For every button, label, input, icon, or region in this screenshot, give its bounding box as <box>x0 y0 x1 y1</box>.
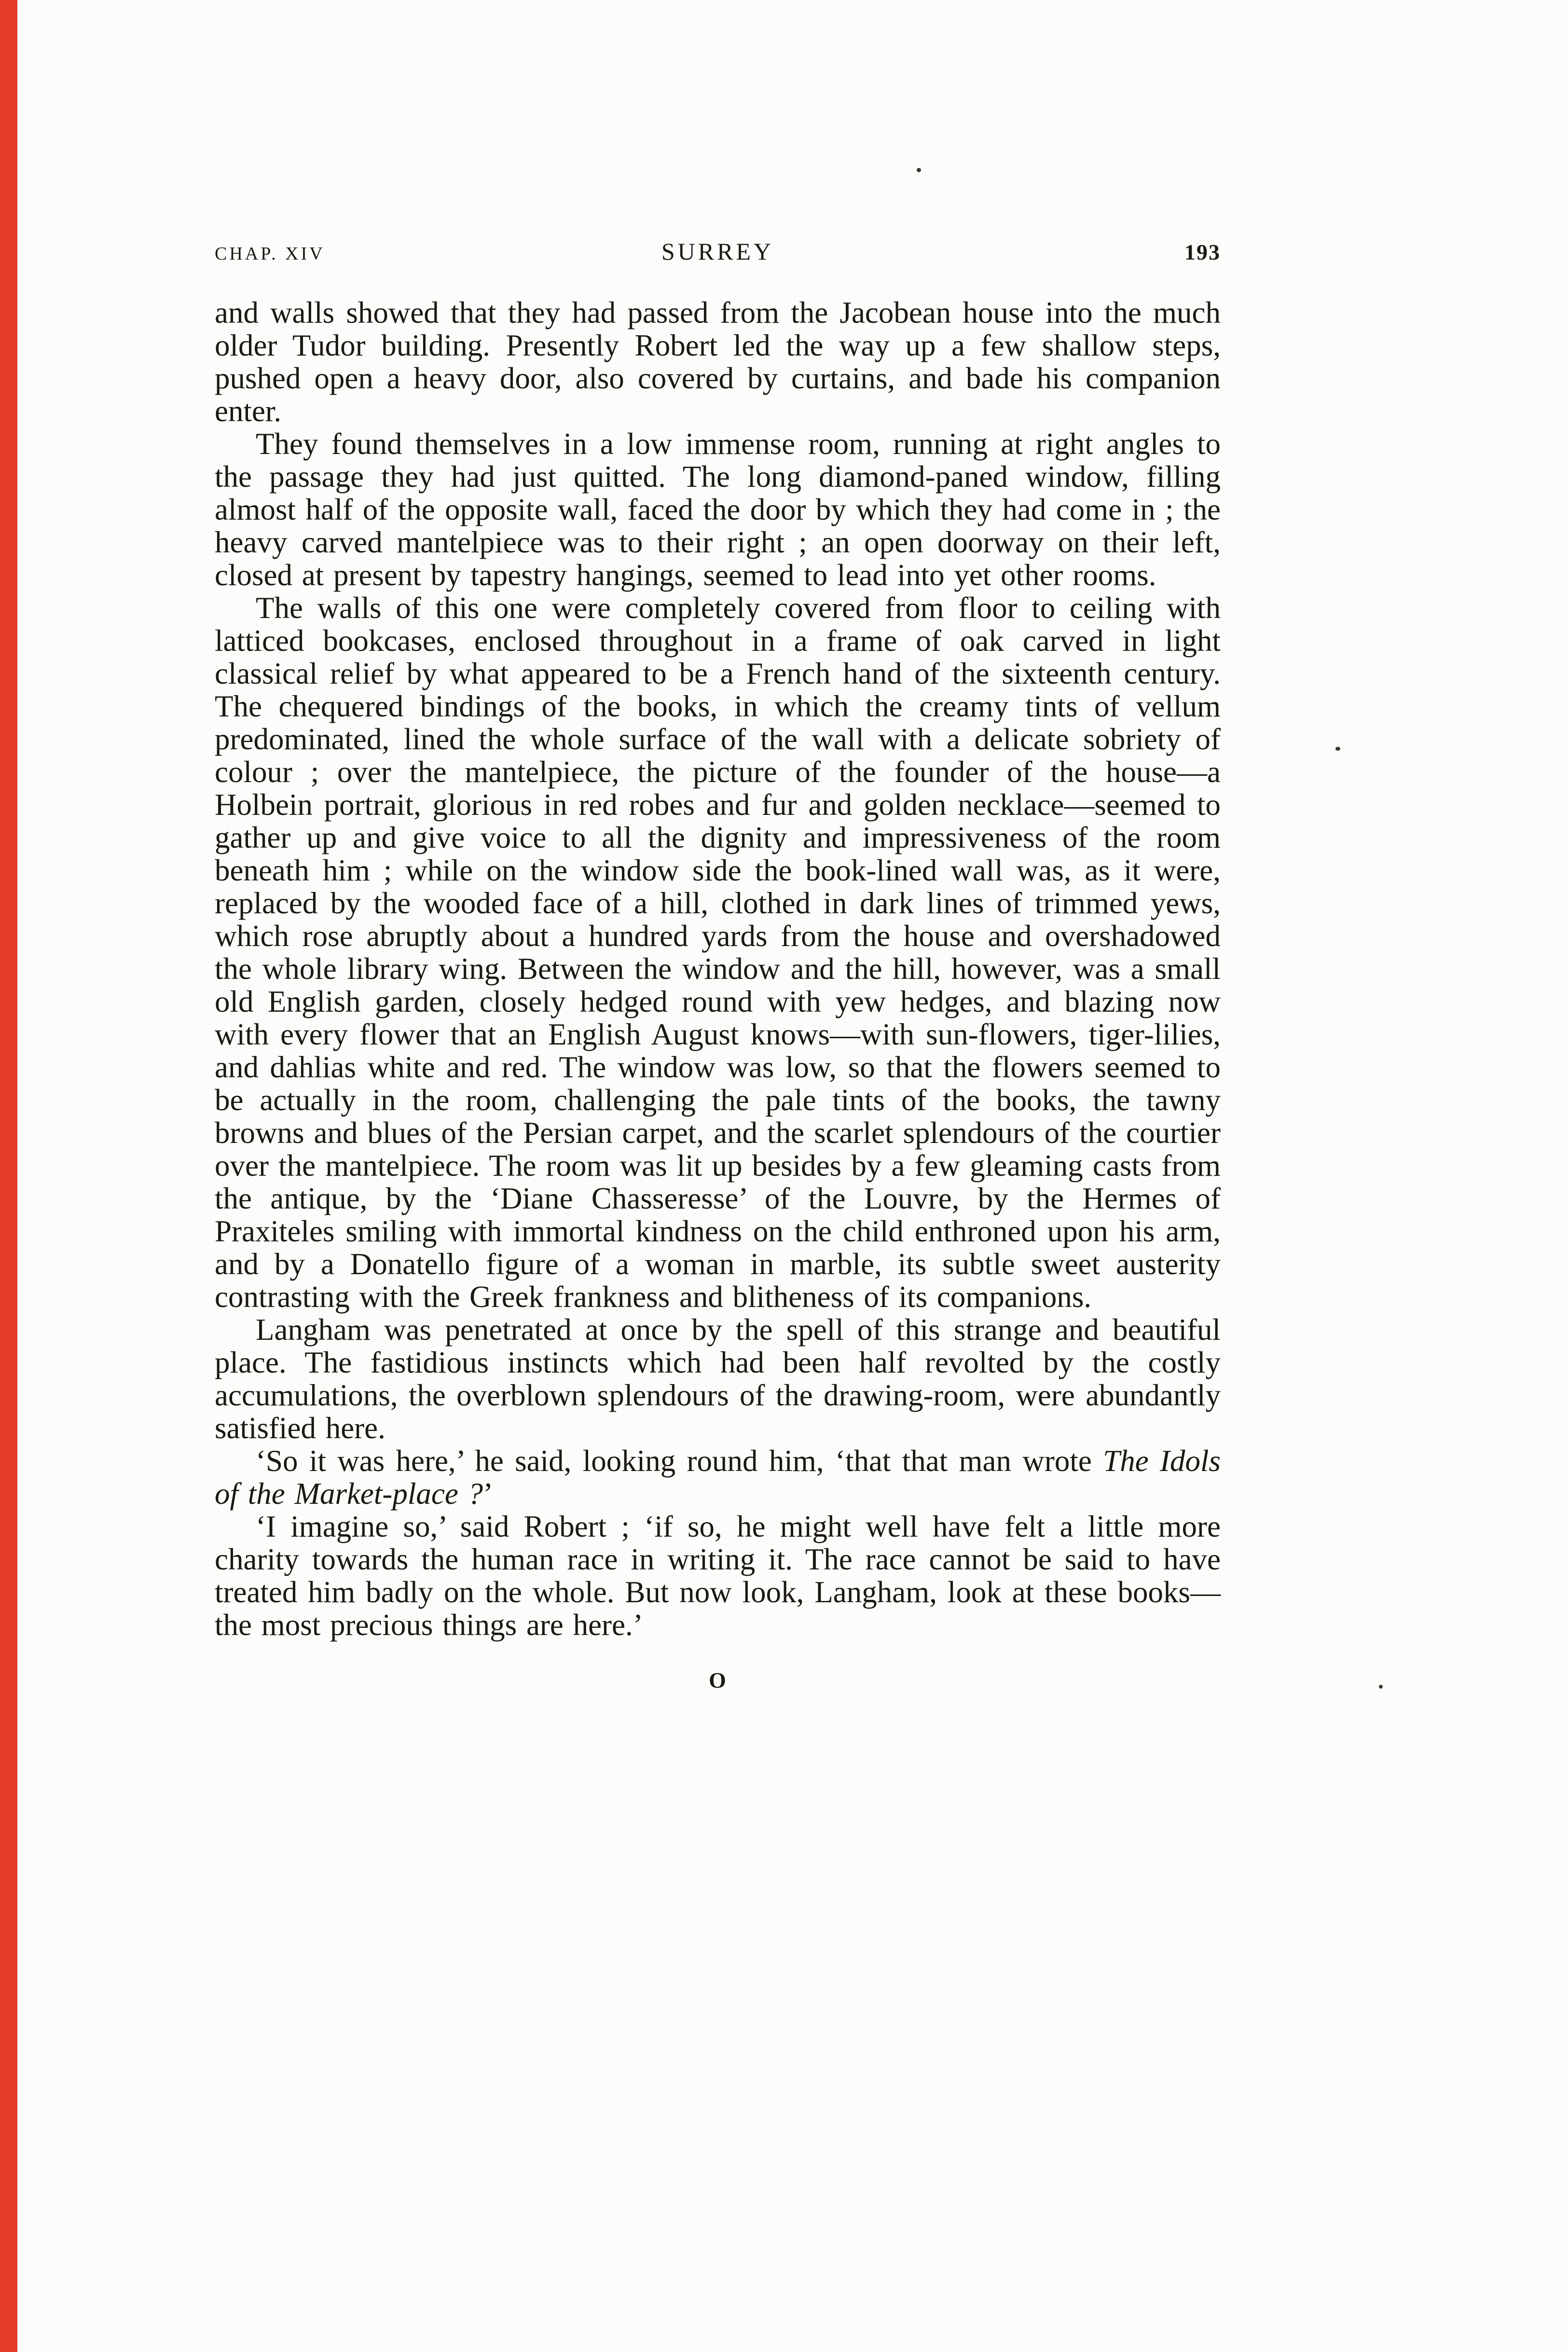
body-text <box>215 296 1221 1641</box>
paragraph: The walls of this one were completely covered from floor to ceiling with latticed bookcases, enclosed throughout in a frame of oak carved in light classical relief by what appeared to be a French hand of the sixteenth century. The chequered bindings of the books, in which the creamy tints of vellum predominated, lined the whole surface of the wall with a delicate sobriety of colour ; over the mantelpiece, the picture of the founder of the house—a Holbein portrait, glorious in red robes and fur and golden necklace—seemed to gather up and give voice to all the dignity and impressiveness of the room beneath him ; while on the window side the book-lined wall was, as it were, replaced by the wooded face of a hill, clothed in dark lines of trimmed yews, which rose abruptly about a hundred yards from the house and overshadowed the whole library wing. Between the window and the hill, however, was a small old English garden, closely hedged round with yew hedges, and blazing now with every flower that an English August knows—with sun-flowers, tiger-lilies, and dahlias white and red. The window was low, so that the flowers seemed to be actually in the room, challenging the pale tints of the books, the tawny browns and blues of the Persian carpet, and the scarlet splendours of the courtier over the mantelpiece. The room was lit up besides by a few gleaming casts from the antique, by the ‘Diane Chasseresse’ of the Louvre, by the Hermes of Praxiteles smiling with immortal kindness on the child enthroned upon his arm, and by a Donatello figure of a woman in marble, its subtle sweet austerity contrasting with the Greek frankness and blitheness of its companions. <box>215 591 1221 1314</box>
chapter-label: CHAP. XIV <box>215 244 325 264</box>
paragraph: ‘I imagine so,’ said Robert ; ‘if so, he might well have felt a little more charity towards the human race in writing it. The race cannot be said to have treated him badly on the whole. But now look, Langham, look at these books—the most precious things are here.’ <box>215 1510 1221 1642</box>
paragraph: Langham was penetrated at once by the spell of this strange and beautiful place. The fastidious instincts which had been half revolted by the costly accumulations, the overblown splendours of the drawing-room, were abundantly satisfied here. <box>215 1313 1221 1445</box>
running-title: SURREY <box>661 238 774 265</box>
book-page <box>215 0 1221 1693</box>
paragraph: and walls showed that they had passed from the Jacobean house into the much older Tudor building. Presently Robert led the way up a few shallow steps, pushed open a heavy door, also covered by curtains, and bade his companion enter. <box>215 296 1221 428</box>
scan-speck <box>1379 1685 1383 1689</box>
paragraph <box>215 1444 1221 1510</box>
printer-signature-mark: O <box>709 1668 727 1692</box>
page-number: 193 <box>1184 240 1221 264</box>
dialogue-text: ‘So it was here,’ he said, looking round him, ‘that that man wrote <box>256 1444 1103 1478</box>
book-title-italic: The Idols of the Market-place ? <box>215 1444 1221 1511</box>
paragraph: They found themselves in a low immense room, running at right angles to the passage they had just quitted. The long diamond-paned window, filling almost half of the opposite wall, faced the door by which they had come in ; the heavy carved mantelpiece was to their right ; an open doorway on their left, closed at present by tapestry hangings, seemed to lead into yet other rooms. <box>215 427 1221 592</box>
running-header <box>215 0 1221 265</box>
scan-speck <box>1335 747 1340 751</box>
left-edge-color-stripe <box>0 0 17 2352</box>
dialogue-text: ’ <box>483 1477 494 1511</box>
